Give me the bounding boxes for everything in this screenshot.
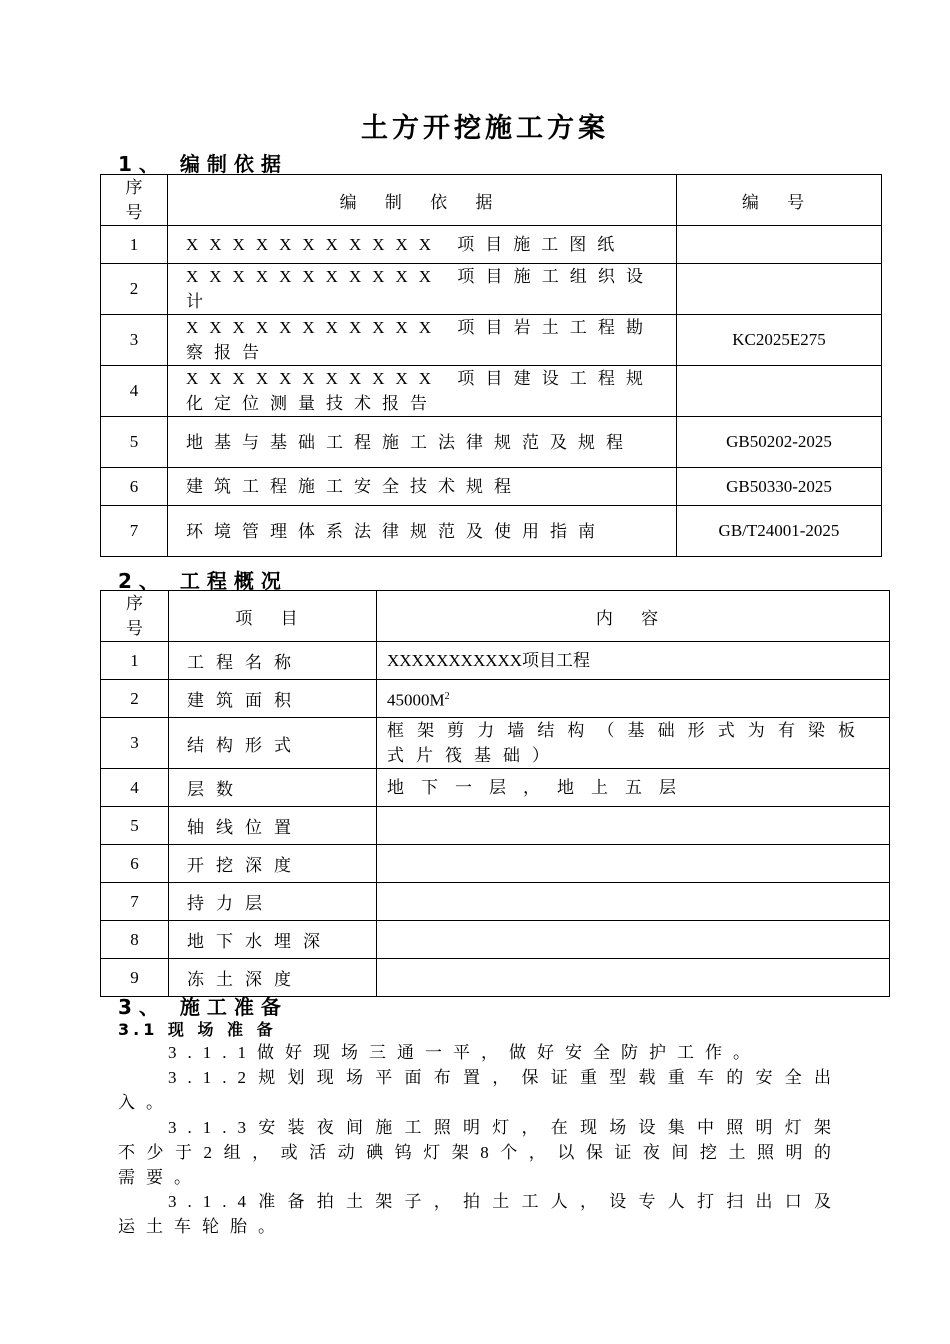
row-content: 地下一层，地上五层: [377, 769, 890, 807]
paragraph-3-1-2: 3.1.2规划现场平面布置，保证重型载重车的安全出入。: [118, 1068, 842, 1112]
section-1-heading: 1、 编制依据: [118, 152, 288, 176]
row-basis: 建筑工程施工安全技术规程: [168, 468, 677, 506]
row-content: $45000M^2$: [377, 680, 890, 718]
table-row: [101, 506, 882, 557]
row-content: XXXXXXXXXXX项目工程: [377, 642, 890, 680]
page-title: 土方开挖施工方案: [361, 113, 609, 144]
row-content: [377, 959, 890, 997]
row-no: 2: [101, 264, 168, 315]
row-item: 层数: [169, 769, 377, 807]
table-header-row: [101, 175, 882, 226]
section-3-1-heading: 3.1 现 场 准 备: [118, 1020, 277, 1039]
paragraph-3-1-4: 3.1.4准备拍土架子，拍土工人，设专人打扫出口及运土车轮胎。: [118, 1192, 842, 1236]
row-no: 1: [101, 226, 168, 264]
row-item: 建筑面积: [169, 680, 377, 718]
table-row: [101, 468, 882, 506]
row-item: 工程名称: [169, 642, 377, 680]
table-row: [101, 883, 890, 921]
row-no: 3: [101, 718, 169, 769]
row-no: 4: [101, 366, 168, 417]
paragraph-3-1-1: 3.1.1做好现场三通一平，做好安全防护工作。: [168, 1043, 761, 1062]
section-3-heading: 3、 施工准备: [118, 995, 288, 1019]
row-no: 5: [101, 807, 169, 845]
table-header-row: [101, 591, 890, 642]
row-no: 9: [101, 959, 169, 997]
table-row: [101, 642, 890, 680]
row-no: 2: [101, 680, 169, 718]
row-content: [377, 921, 890, 959]
row-code: GB/T24001-2025: [677, 506, 882, 557]
table-row: [101, 769, 890, 807]
row-no: 8: [101, 921, 169, 959]
header-no: 序号: [101, 175, 168, 226]
row-basis: XXXXXXXXXXX 项目施工组织设计: [168, 264, 677, 315]
header-basis: 编 制 依 据: [168, 175, 677, 226]
row-no: 4: [101, 769, 169, 807]
row-code: [677, 264, 882, 315]
row-code: GB50330-2025: [677, 468, 882, 506]
row-no: 6: [101, 468, 168, 506]
table-row: [101, 417, 882, 468]
table-row: [101, 718, 890, 769]
row-no: 6: [101, 845, 169, 883]
row-code: GB50202-2025: [677, 417, 882, 468]
row-no: 5: [101, 417, 168, 468]
paragraph-3-1-3: 3.1.3安装夜间施工照明灯，在现场设集中照明灯架不少于2组，或活动碘钨灯架8个，以保证夜间挖土照明的需要。: [118, 1118, 842, 1187]
header-no: 序号: [101, 591, 169, 642]
row-content: [377, 807, 890, 845]
table-row: [101, 366, 882, 417]
row-basis: XXXXXXXXXXX 项目建设工程规化定位测量技术报告: [168, 366, 677, 417]
row-item: 持力层: [169, 883, 377, 921]
row-content: [377, 845, 890, 883]
table-row: [101, 264, 882, 315]
row-code: [677, 226, 882, 264]
row-item: 开挖深度: [169, 845, 377, 883]
overview-table: [100, 590, 890, 997]
table-row: [101, 807, 890, 845]
header-item: 项 目: [169, 591, 377, 642]
table-row: [101, 226, 882, 264]
table-row: [101, 680, 890, 718]
header-content: 内 容: [377, 591, 890, 642]
row-item: 地下水埋深: [169, 921, 377, 959]
row-item: 轴线位置: [169, 807, 377, 845]
row-basis: 环境管理体系法律规范及使用指南: [168, 506, 677, 557]
row-no: 7: [101, 883, 169, 921]
row-basis: XXXXXXXXXXX 项目岩土工程勘察报告: [168, 315, 677, 366]
row-code: [677, 366, 882, 417]
row-no: 3: [101, 315, 168, 366]
row-content: 框架剪力墙结构（基础形式为有梁板式片筏基础）: [377, 718, 890, 769]
header-code: 编 号: [677, 175, 882, 226]
row-no: 1: [101, 642, 169, 680]
basis-table: [100, 174, 882, 557]
row-no: 7: [101, 506, 168, 557]
row-content: [377, 883, 890, 921]
superscript: 2: [444, 691, 450, 703]
table-row: [101, 315, 882, 366]
section-2-heading: 2、 工程概况: [118, 569, 288, 593]
table-row: [101, 845, 890, 883]
row-code: KC2025E275: [677, 315, 882, 366]
row-item: 冻土深度: [169, 959, 377, 997]
row-basis: 地基与基础工程施工法律规范及规程: [168, 417, 677, 468]
row-basis: XXXXXXXXXXX 项目施工图纸: [168, 226, 677, 264]
table-row: [101, 921, 890, 959]
row-item: 结构形式: [169, 718, 377, 769]
